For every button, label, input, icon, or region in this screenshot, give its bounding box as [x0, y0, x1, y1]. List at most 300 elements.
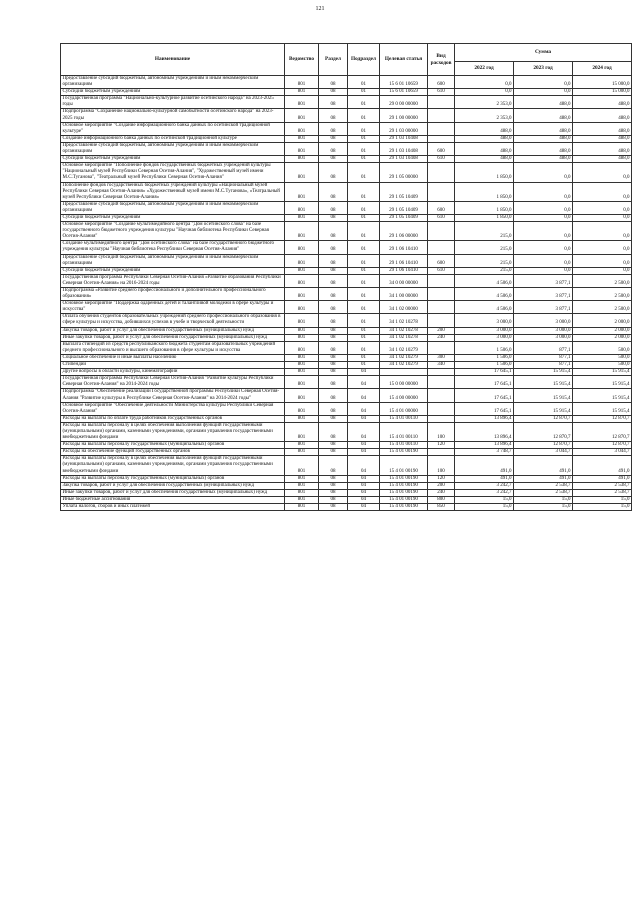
cell-min: 801: [285, 402, 319, 415]
cell-cs: 34 1 02 10278: [380, 314, 428, 327]
cell-vr: 600: [428, 201, 455, 214]
cell-vr: 200: [428, 327, 455, 334]
cell-v2: 2 538,7: [514, 489, 573, 496]
cell-sec: 08: [319, 109, 348, 122]
cell-v2: 15,0: [514, 496, 573, 503]
cell-v1: 3 242,7: [455, 482, 514, 489]
cell-v3: 2 000,0: [573, 314, 632, 327]
cell-v3: 15,0: [573, 496, 632, 503]
cell-v2: 0,0: [514, 201, 573, 214]
cell-v1: 0,0: [455, 76, 514, 89]
cell-min: 801: [285, 182, 319, 201]
table-row: [61, 274, 632, 287]
table-row: [61, 389, 632, 402]
cell-name: Субсидии бюджетным учреждениям: [61, 267, 285, 274]
cell-vr: [428, 376, 455, 389]
cell-v3: 2 000,0: [573, 334, 632, 341]
cell-name: Подпрограмма «Развитие среднего профессионального и дополнительного профессионального образования»: [61, 288, 285, 301]
cell-sec: 08: [319, 96, 348, 109]
cell-cs: 15 0 00 00000: [380, 376, 428, 389]
cell-sec: 08: [319, 449, 348, 456]
cell-cs: 29 1 05 00000: [380, 163, 428, 182]
table-row: [61, 89, 632, 96]
cell-v3: 488,0: [573, 156, 632, 163]
cell-v2: 3 877,1: [514, 288, 573, 301]
cell-v1: 13 896,4: [455, 442, 514, 449]
cell-cs: 15 4 01 00110: [380, 442, 428, 449]
header-subsection: Подраздел: [348, 44, 380, 76]
cell-sub: 04: [348, 442, 380, 449]
cell-v3: 0,0: [573, 201, 632, 214]
cell-cs: 29 1 03 10408: [380, 156, 428, 163]
cell-v3: 0,0: [573, 267, 632, 274]
cell-vr: 600: [428, 142, 455, 155]
table-row: [61, 327, 632, 334]
table-row: [61, 376, 632, 389]
cell-vr: 600: [428, 254, 455, 267]
cell-vr: [428, 182, 455, 201]
cell-name: Расходы на выплаты персоналу в целях обеспечения выполнения функций государственными (муниципальными) органами, казенными учреждениями, органами управления государственными внебюджетными фондами: [61, 422, 285, 441]
cell-sub: 04: [348, 496, 380, 503]
cell-v1: 488,0: [455, 135, 514, 142]
budget-table: [60, 43, 632, 511]
cell-v3: 488,0: [573, 135, 632, 142]
table-row: [61, 301, 632, 314]
cell-name: Предоставление субсидий бюджетным, автономным учреждениям и иным некоммерческим организациям: [61, 76, 285, 89]
cell-v1: 17 645,1: [455, 389, 514, 402]
cell-vr: [428, 389, 455, 402]
cell-cs: 15 6 01 10659: [380, 76, 428, 89]
cell-v2: 3 044,7: [514, 449, 573, 456]
cell-vr: 850: [428, 504, 455, 511]
cell-v3: 488,0: [573, 142, 632, 155]
cell-cs: [380, 369, 428, 376]
cell-name: Закупка товаров, работ и услуг для обеспечения государственных (муниципальных) нужд: [61, 327, 285, 334]
cell-name: Предоставление субсидий бюджетным, автономным учреждениям и иным некоммерческим организациям: [61, 201, 285, 214]
table-row: [61, 163, 632, 182]
cell-min: 801: [285, 504, 319, 511]
table-row: [61, 504, 632, 511]
cell-v1: 215,0: [455, 267, 514, 274]
cell-cs: 34 1 02 10279: [380, 362, 428, 369]
page-number: 121: [315, 6, 325, 12]
cell-vr: [428, 415, 455, 422]
cell-cs: 15 4 00 00000: [380, 389, 428, 402]
cell-v3: 488,0: [573, 122, 632, 135]
cell-sec: 08: [319, 122, 348, 135]
cell-min: 801: [285, 354, 319, 361]
cell-sec: 08: [319, 334, 348, 341]
cell-sub: 04: [348, 376, 380, 389]
cell-sec: 08: [319, 142, 348, 155]
cell-v1: 4 506,0: [455, 274, 514, 287]
cell-v1: 488,0: [455, 122, 514, 135]
cell-sub: 04: [348, 389, 380, 402]
cell-sub: 01: [348, 222, 380, 241]
table-row: [61, 354, 632, 361]
cell-sub: 01: [348, 122, 380, 135]
cell-v1: 215,0: [455, 241, 514, 254]
cell-name: Предоставление субсидий бюджетным, автономным учреждениям и иным некоммерческим организациям: [61, 142, 285, 155]
cell-sub: 01: [348, 89, 380, 96]
cell-v3: 2 538,7: [573, 482, 632, 489]
table-row: [61, 214, 632, 221]
cell-cs: 29 1 06 10410: [380, 267, 428, 274]
table-row: [61, 456, 632, 475]
cell-min: 801: [285, 89, 319, 96]
cell-sub: 01: [348, 76, 380, 89]
cell-vr: [428, 135, 455, 142]
cell-v3: 2 500,0: [573, 301, 632, 314]
cell-v1: 15,0: [455, 504, 514, 511]
table-row: [61, 362, 632, 369]
cell-v2: 12 870,7: [514, 442, 573, 449]
cell-vr: [428, 369, 455, 376]
cell-min: 801: [285, 76, 319, 89]
table-row: [61, 254, 632, 267]
cell-sec: 08: [319, 76, 348, 89]
cell-name: Иные бюджетные ассигнования: [61, 496, 285, 503]
cell-v2: 12 870,7: [514, 415, 573, 422]
cell-min: 801: [285, 362, 319, 369]
cell-v2: 491,0: [514, 475, 573, 482]
cell-min: 801: [285, 496, 319, 503]
cell-name: Расходы на выплаты по оплате труда работников государственных органов: [61, 415, 285, 422]
header-2023: 2023 год: [514, 62, 573, 76]
cell-min: 801: [285, 369, 319, 376]
cell-v2: 488,0: [514, 142, 573, 155]
cell-v2: 3 877,1: [514, 274, 573, 287]
cell-name: Расходы на выплаты персоналу государственных (муниципальных) органов: [61, 442, 285, 449]
cell-sub: 01: [348, 214, 380, 221]
cell-cs: 34 1 02 10278: [380, 327, 428, 334]
cell-v2: 15,0: [514, 504, 573, 511]
cell-cs: 15 4 01 00000: [380, 402, 428, 415]
cell-cs: 29 1 06 10410: [380, 241, 428, 254]
cell-sub: 01: [348, 142, 380, 155]
cell-sec: 08: [319, 341, 348, 354]
cell-v3: 15 915,4: [573, 389, 632, 402]
cell-v1: 3 000,0: [455, 327, 514, 334]
cell-name: Стипендии: [61, 362, 285, 369]
cell-v2: 2 538,7: [514, 482, 573, 489]
cell-cs: 15 4 01 00190: [380, 489, 428, 496]
cell-name: Основное мероприятие "Поддержка одаренных детей и талантливой молодежи в сфере культуры и искусства": [61, 301, 285, 314]
cell-v3: 2 500,0: [573, 274, 632, 287]
cell-v2: 3 000,0: [514, 327, 573, 334]
table-row: [61, 442, 632, 449]
cell-vr: [428, 109, 455, 122]
cell-sub: 01: [348, 274, 380, 287]
cell-sub: 01: [348, 362, 380, 369]
cell-v3: 500,0: [573, 362, 632, 369]
header-target: Целевая статья: [380, 44, 428, 76]
cell-cs: 29 1 03 00000: [380, 122, 428, 135]
cell-v2: 0,0: [514, 254, 573, 267]
cell-min: 801: [285, 314, 319, 327]
cell-sec: 08: [319, 156, 348, 163]
cell-sec: 08: [319, 182, 348, 201]
cell-v1: 1 850,0: [455, 163, 514, 182]
cell-v3: 3 044,7: [573, 449, 632, 456]
table-row: [61, 135, 632, 142]
cell-sec: 08: [319, 415, 348, 422]
cell-name: Государственная программа Республики Северная Осетия-Алания «Развитие образования Республики Северная Осетия-Алания» на 2016-2024 годы: [61, 274, 285, 287]
cell-v1: 1 506,0: [455, 362, 514, 369]
cell-vr: [428, 96, 455, 109]
cell-v3: 0,0: [573, 163, 632, 182]
cell-sub: 01: [348, 267, 380, 274]
cell-v2: 15 915,4: [514, 376, 573, 389]
cell-v2: 0,0: [514, 267, 573, 274]
cell-v1: 3 748,7: [455, 449, 514, 456]
cell-min: 801: [285, 274, 319, 287]
cell-sec: 08: [319, 496, 348, 503]
cell-min: 801: [285, 109, 319, 122]
cell-v2: 0,0: [514, 222, 573, 241]
cell-v1: 17 645,1: [455, 369, 514, 376]
cell-sub: 01: [348, 201, 380, 214]
table-header: [61, 44, 632, 76]
cell-v1: 1 850,0: [455, 201, 514, 214]
cell-sub: 01: [348, 182, 380, 201]
cell-sec: 08: [319, 362, 348, 369]
cell-v3: 0,0: [573, 182, 632, 201]
cell-v3: 500,0: [573, 341, 632, 354]
cell-v3: 15 915,4: [573, 369, 632, 376]
cell-name: Уплата налогов, сборов и иных платежей: [61, 504, 285, 511]
cell-sec: 08: [319, 376, 348, 389]
cell-name: Государственная программа "Национально-культурное развитие осетинского народа" на 2023-2025 годы: [61, 96, 285, 109]
cell-sub: 01: [348, 314, 380, 327]
cell-min: 801: [285, 482, 319, 489]
cell-v2: 488,0: [514, 156, 573, 163]
table-row: [61, 142, 632, 155]
cell-sec: 08: [319, 482, 348, 489]
cell-sub: 04: [348, 456, 380, 475]
cell-v1: 17 645,1: [455, 376, 514, 389]
cell-name: Подпрограмма "Сохранение национально-культурной самобытности осетинского народа" на 2023-2025 годы: [61, 109, 285, 122]
header-expense: Вид расходов: [428, 44, 455, 76]
cell-sec: 08: [319, 314, 348, 327]
header-2024: 2024 год: [573, 62, 632, 76]
cell-name: Основное мероприятие "Обеспечение деятельности Министерства культуры Республики Северная Осетия-Алания": [61, 402, 285, 415]
table-row: [61, 449, 632, 456]
cell-v3: 15,0: [573, 504, 632, 511]
cell-name: Социальное обеспечение и иные выплаты населению: [61, 354, 285, 361]
cell-name: Основное мероприятие "Создание информационного банка данных по осетинской традиционной культуре": [61, 122, 285, 135]
cell-sub: 01: [348, 254, 380, 267]
cell-name: Подпрограмма "Обеспечение реализации Государственной программы Республики Северная Осетия-Алания "Развитие культуры в Республике Северная Осетия-Алания" на 2014-2024 годы": [61, 389, 285, 402]
cell-sub: 01: [348, 96, 380, 109]
cell-name: Выплата стипендий из средств республиканского бюджета студентам образовательных учреждений среднего профессионального и высшего образования в сфере культуры и искусства: [61, 341, 285, 354]
cell-v2: 0,0: [514, 182, 573, 201]
cell-sub: 01: [348, 288, 380, 301]
cell-sec: 08: [319, 89, 348, 96]
cell-sub: 01: [348, 163, 380, 182]
cell-cs: 15 4 01 00110: [380, 422, 428, 441]
cell-min: 801: [285, 327, 319, 334]
cell-v3: 2 500,0: [573, 288, 632, 301]
cell-min: 801: [285, 241, 319, 254]
table-row: [61, 334, 632, 341]
cell-vr: 200: [428, 482, 455, 489]
cell-sec: 08: [319, 274, 348, 287]
cell-v2: 877,1: [514, 354, 573, 361]
table-row: [61, 241, 632, 254]
cell-sub: 04: [348, 415, 380, 422]
cell-min: 801: [285, 135, 319, 142]
cell-v1: 1 850,0: [455, 214, 514, 221]
cell-v1: 2 353,0: [455, 96, 514, 109]
cell-v2: 0,0: [514, 163, 573, 182]
table-row: [61, 222, 632, 241]
cell-min: 801: [285, 389, 319, 402]
cell-min: 801: [285, 254, 319, 267]
cell-v3: 0,0: [573, 214, 632, 221]
cell-sec: 08: [319, 489, 348, 496]
cell-v1: 4 506,0: [455, 288, 514, 301]
cell-min: 801: [285, 267, 319, 274]
table-row: [61, 201, 632, 214]
cell-v2: 15 915,4: [514, 402, 573, 415]
cell-vr: 120: [428, 442, 455, 449]
cell-min: 801: [285, 376, 319, 389]
cell-sec: 08: [319, 354, 348, 361]
table-row: [61, 267, 632, 274]
cell-vr: 240: [428, 489, 455, 496]
cell-vr: 600: [428, 76, 455, 89]
cell-sec: 08: [319, 327, 348, 334]
cell-v2: 488,0: [514, 135, 573, 142]
cell-vr: 120: [428, 475, 455, 482]
cell-sub: 01: [348, 327, 380, 334]
table-row: [61, 415, 632, 422]
cell-vr: 100: [428, 422, 455, 441]
cell-min: 801: [285, 163, 319, 182]
cell-v2: 877,1: [514, 341, 573, 354]
table-row: [61, 341, 632, 354]
cell-sec: 08: [319, 442, 348, 449]
cell-cs: 29 0 00 00000: [380, 96, 428, 109]
cell-name: Предоставление субсидий бюджетным, автономным учреждениям и иным некоммерческим организациям: [61, 254, 285, 267]
cell-vr: [428, 274, 455, 287]
cell-cs: 34 1 02 00000: [380, 301, 428, 314]
cell-v1: 1 506,0: [455, 341, 514, 354]
cell-cs: 15 4 01 00110: [380, 415, 428, 422]
cell-v3: 0,0: [573, 254, 632, 267]
table-row: [61, 482, 632, 489]
table-row: [61, 422, 632, 441]
cell-v2: 3 877,1: [514, 301, 573, 314]
table-row: [61, 369, 632, 376]
cell-v2: 3 000,0: [514, 334, 573, 341]
cell-v2: 0,0: [514, 214, 573, 221]
cell-cs: 15 4 01 00190: [380, 475, 428, 482]
cell-vr: [428, 314, 455, 327]
cell-sub: 04: [348, 475, 380, 482]
cell-sub: 01: [348, 354, 380, 361]
cell-v3: 15 000,0: [573, 89, 632, 96]
cell-min: 801: [285, 301, 319, 314]
cell-cs: 15 4 01 00190: [380, 456, 428, 475]
cell-v1: 215,0: [455, 254, 514, 267]
cell-cs: 29 1 03 10408: [380, 142, 428, 155]
cell-sec: 08: [319, 135, 348, 142]
cell-vr: 100: [428, 456, 455, 475]
cell-v3: 0,0: [573, 241, 632, 254]
cell-name: Иные закупки товаров, работ и услуг для обеспечения государственных (муниципальных) нужд: [61, 489, 285, 496]
cell-name: Другие вопросы в области культуры, кинематографии: [61, 369, 285, 376]
cell-v1: 2 353,0: [455, 109, 514, 122]
cell-v1: 0,0: [455, 89, 514, 96]
cell-min: 801: [285, 122, 319, 135]
cell-v1: 15,0: [455, 496, 514, 503]
cell-sub: 04: [348, 449, 380, 456]
cell-vr: [428, 301, 455, 314]
cell-cs: 29 1 05 10409: [380, 182, 428, 201]
cell-sec: 08: [319, 222, 348, 241]
cell-cs: 29 1 06 00000: [380, 222, 428, 241]
cell-v2: 491,0: [514, 456, 573, 475]
cell-vr: [428, 241, 455, 254]
cell-vr: 340: [428, 362, 455, 369]
cell-v1: 491,0: [455, 456, 514, 475]
cell-sec: 08: [319, 201, 348, 214]
cell-v2: 488,0: [514, 109, 573, 122]
cell-v1: 491,0: [455, 475, 514, 482]
cell-v3: 0,0: [573, 222, 632, 241]
cell-v2: 0,0: [514, 76, 573, 89]
cell-sec: 08: [319, 369, 348, 376]
cell-v3: 15 915,4: [573, 402, 632, 415]
cell-v3: 12 870,7: [573, 415, 632, 422]
cell-vr: 300: [428, 354, 455, 361]
cell-name: Создание мультимедийного центра "Дом осетинского слова" на базе государственного бюджетного учреждения культуры "Научная библиотека Республики Северная Осетия-Алания": [61, 241, 285, 254]
header-name: Наименование: [61, 44, 285, 76]
cell-sec: 08: [319, 241, 348, 254]
cell-min: 801: [285, 156, 319, 163]
cell-v3: 488,0: [573, 109, 632, 122]
cell-min: 801: [285, 456, 319, 475]
cell-sub: 01: [348, 109, 380, 122]
header-sum: Сумма: [455, 44, 632, 62]
cell-name: Оплата обучения студентов образовательных учреждений среднего профессионального образования в сфере культуры и искусства, добившихся успехов в учебе и творческой деятельности: [61, 314, 285, 327]
cell-sec: 08: [319, 475, 348, 482]
cell-sub: 01: [348, 334, 380, 341]
cell-vr: 610: [428, 89, 455, 96]
cell-name: Закупка товаров, работ и услуг для обеспечения государственных (муниципальных) нужд: [61, 482, 285, 489]
cell-sub: 01: [348, 301, 380, 314]
table-row: [61, 156, 632, 163]
cell-vr: 240: [428, 334, 455, 341]
cell-v3: 2 538,7: [573, 489, 632, 496]
cell-name: Основное мероприятие "Создание мультимедийного центра "Дом осетинского слова" на базе государственного бюджетного учреждения культуры "Научная библиотека Республики Северная Осетия-Алания": [61, 222, 285, 241]
cell-name: Субсидии бюджетным учреждениям: [61, 156, 285, 163]
cell-v3: 15 000,0: [573, 76, 632, 89]
cell-v2: 0,0: [514, 241, 573, 254]
cell-v1: 1 506,0: [455, 354, 514, 361]
cell-min: 801: [285, 288, 319, 301]
cell-min: 801: [285, 489, 319, 496]
header-ministry: Ведомство: [285, 44, 319, 76]
cell-v2: 488,0: [514, 96, 573, 109]
cell-v1: 215,0: [455, 222, 514, 241]
cell-vr: [428, 449, 455, 456]
cell-sub: 04: [348, 482, 380, 489]
table-row: [61, 489, 632, 496]
cell-v3: 2 000,0: [573, 327, 632, 334]
